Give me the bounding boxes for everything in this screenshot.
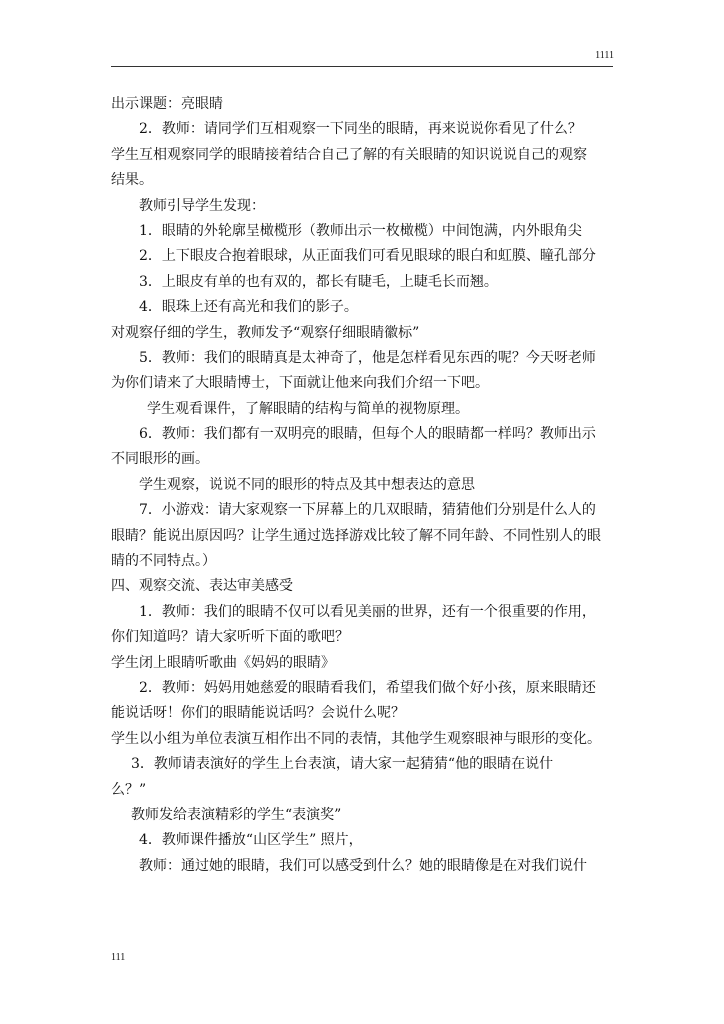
- text-line: 对观察仔细的学生，教师发予“观察仔细眼睛徽标”: [111, 324, 420, 341]
- text-line: 3．上眼皮有单的也有双的，都长有睫毛，上睫毛长而翘。: [139, 273, 498, 290]
- text-line: 2．上下眼皮合抱着眼球，从正面我们可看见眼球的眼白和虹膜、瞳孔部分: [139, 248, 596, 265]
- text-line: 6．教师：我们都有一双明亮的眼睛，但每个人的眼睛都一样吗？教师出示: [139, 426, 596, 443]
- text-line: 么？”: [111, 781, 147, 798]
- text-line: 学生互相观察同学的眼睛接着结合自己了解的有关眼睛的知识说说自己的观察: [111, 146, 587, 163]
- text-line: 教师引导学生发现：: [139, 197, 265, 214]
- text-line: 教师：通过她的眼睛，我们可以感受到什么？她的眼睛像是在对我们说什: [139, 857, 587, 874]
- text-line: 5．教师：我们的眼睛真是太神奇了，他是怎样看见东西的呢？今天呀老师: [139, 349, 596, 366]
- text-line: 学生观看课件，了解眼睛的结构与简单的视物原理。: [147, 400, 469, 417]
- text-line: 1．眼睛的外轮廓呈橄榄形（教师出示一枚橄榄）中间饱满，内外眼角尖: [139, 222, 582, 239]
- text-line: 3．教师请表演好的学生上台表演，请大家一起猜猜“他的眼睛在说什: [131, 756, 554, 773]
- text-line: 眼睛？能说出原因吗？让学生通过选择游戏比较了解不同年龄、不同性别人的眼: [111, 527, 601, 544]
- text-line: 学生闭上眼睛听歌曲《妈妈的眼睛》: [111, 654, 335, 671]
- text-line: 2．教师：请同学们互相观察一下同坐的眼睛，再来说说你看见了什么？: [139, 121, 582, 138]
- text-line: 能说话呀！你们的眼睛能说话吗？会说什么呢？: [111, 705, 405, 722]
- footer-page-number: 111: [111, 952, 126, 963]
- text-line: 不同眼形的画。: [111, 451, 209, 468]
- text-line: 出示课题：亮眼睛: [111, 96, 223, 112]
- header-rule: [111, 66, 613, 67]
- document-body: [111, 92, 613, 879]
- text-line: 2．教师：妈妈用她慈爱的眼睛看我们，希望我们做个好小孩，原来眼睛还: [139, 679, 596, 696]
- text-line: 四、观察交流、表达审美感受: [111, 578, 293, 595]
- text-line: 学生观察，说说不同的眼形的特点及其中想表达的意思: [139, 476, 475, 493]
- text-line: 4．眼珠上还有高光和我们的影子。: [139, 299, 358, 316]
- text-line: 4．教师课件播放“山区学生” 照片，: [139, 832, 363, 849]
- text-line: 教师发给表演精彩的学生“表演奖”: [131, 806, 342, 823]
- text-line: 你们知道吗？请大家听听下面的歌吧？: [111, 629, 349, 646]
- text-line: 结果。: [111, 172, 153, 189]
- text-line: 为你们请来了大眼睛博士，下面就让他来向我们介绍一下吧。: [111, 375, 489, 392]
- text-line: 学生以小组为单位表演互相作出不同的表情，其他学生观察眼神与眼形的变化。: [111, 730, 601, 747]
- header-page-number: 1111: [595, 50, 614, 61]
- text-line: 1．教师：我们的眼睛不仅可以看见美丽的世界，还有一个很重要的作用，: [139, 603, 596, 620]
- text-line: 睛的不同特点。）: [111, 553, 216, 570]
- text-line: 7．小游戏：请大家观察一下屏幕上的几双眼睛，猜猜他们分别是什么人的: [139, 502, 596, 519]
